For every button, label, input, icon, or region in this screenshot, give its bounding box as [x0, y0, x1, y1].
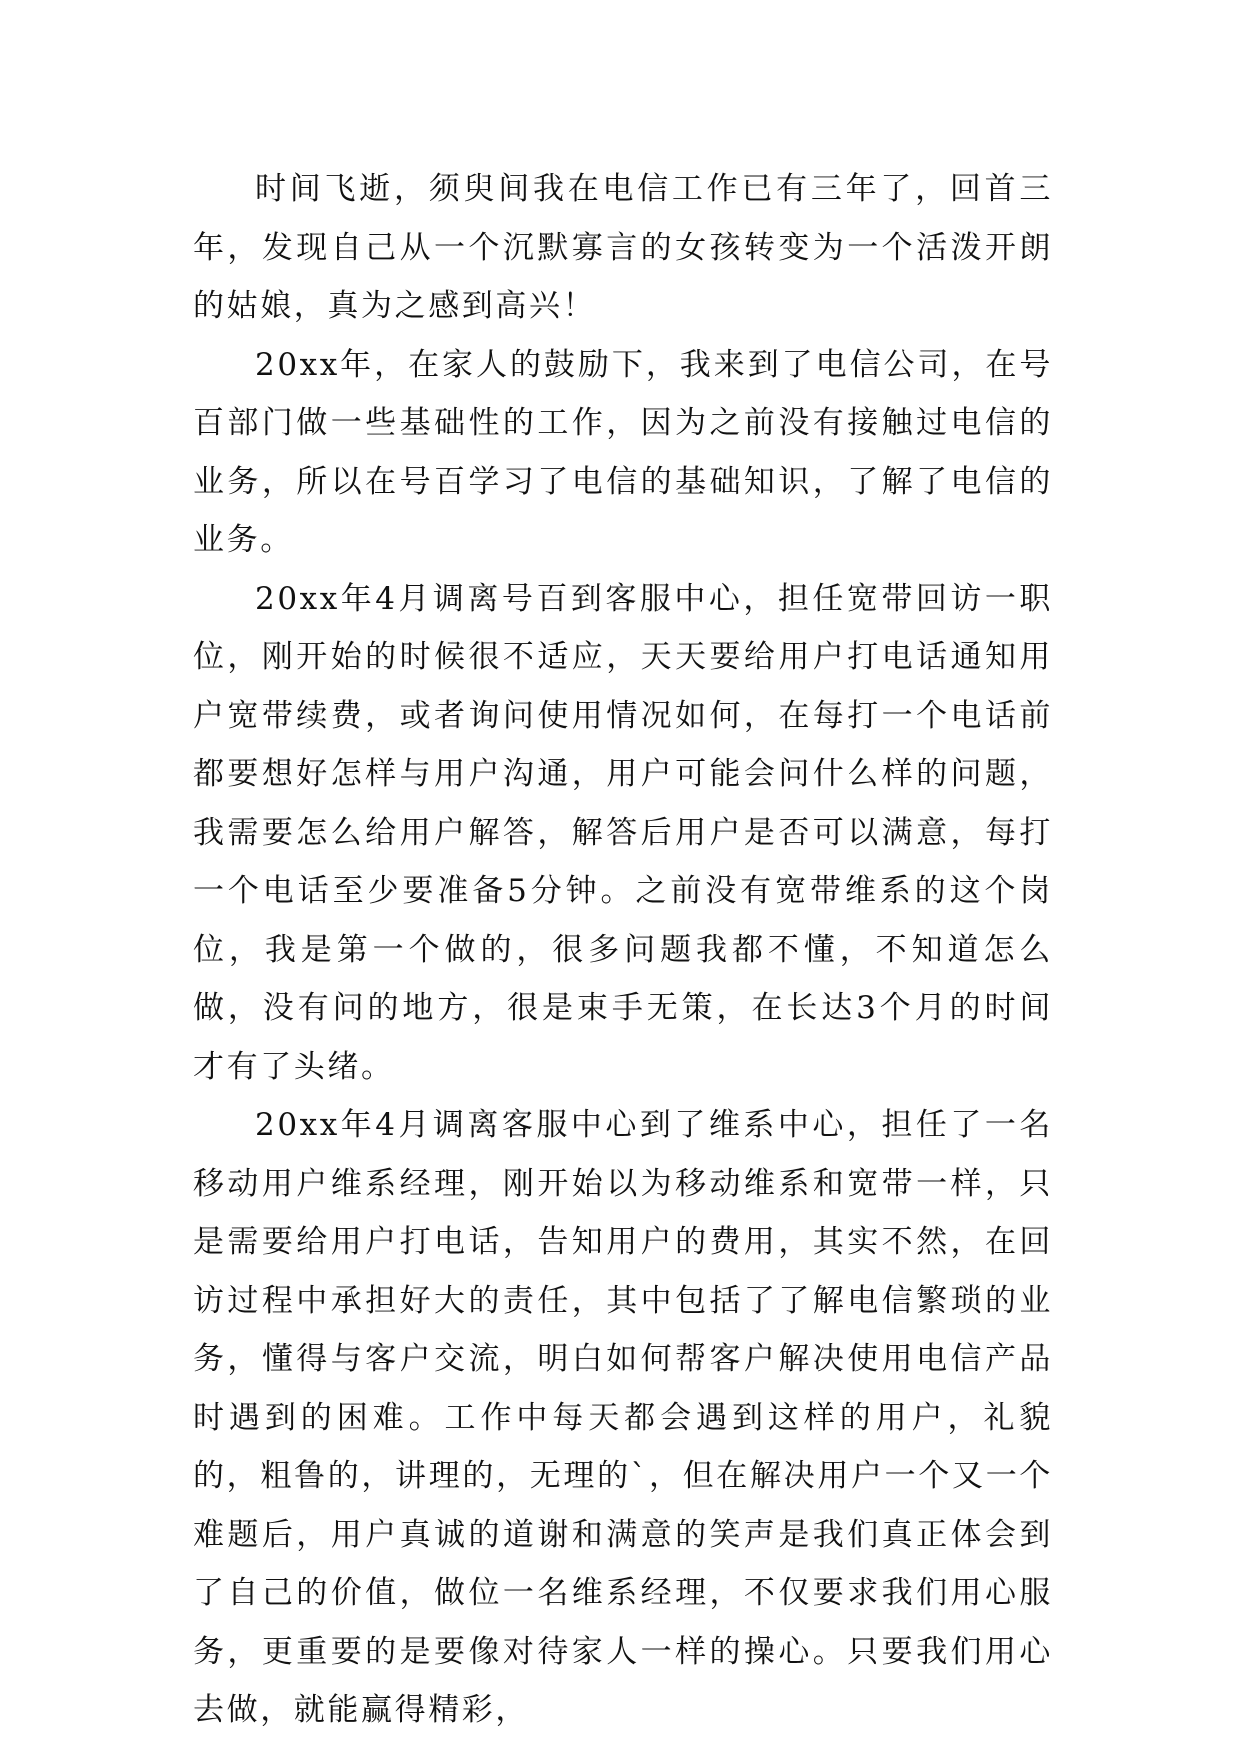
paragraph-2: 20xx年，在家人的鼓励下，我来到了电信公司，在号百部门做一些基础性的工作，因为之前没有接触过电信的业务，所以在号百学习了电信的基础知识，了解了电信的业务。 [193, 346, 1053, 558]
paragraph-4: 20xx年4月调离客服中心到了维系中心，担任了一名移动用户维系经理，刚开始以为移动维系和宽带一样，只是需要给用户打电话，告知用户的费用，其实不然，在回访过程中承担好大的责任，其中包括了了解电信繁琐的业务，懂得与客户交流，明白如何帮客户解决使用电信产品时遇到的困难。工作中每天都会遇到这样的用户，礼貌的，粗鲁的，讲理的，无理的`，但在解决用户一个又一个难题后，用户真诚的道谢和满意的笑声是我们真正体会到了自己的价值，做位一名维系经理，不仅要求我们用心服务，更重要的是要像对待家人一样的操心。只要我们用心去做，就能赢得精彩， [193, 1107, 1053, 1728]
paragraph-3: 20xx年4月调离号百到客服中心，担任宽带回访一职位，刚开始的时候很不适应，天天要给用户打电话通知用户宽带续费，或者询问使用情况如何，在每打一个电话前都要想好怎样与用户沟通，用户可能会问什么样的问题，我需要怎么给用户解答，解答后用户是否可以满意，每打一个电话至少要准备5分钟。之前没有宽带维系的这个岗位，我是第一个做的，很多问题我都不懂，不知道怎么做，没有问的地方，很是束手无策，在长达3个月的时间才有了头绪。 [193, 580, 1053, 1085]
paragraph-1: 时间飞逝，须臾间我在电信工作已有三年了，回首三年，发现自己从一个沉默寡言的女孩转变为一个活泼开朗的姑娘，真为之感到高兴！ [193, 171, 1053, 324]
document-body [193, 160, 1053, 1740]
